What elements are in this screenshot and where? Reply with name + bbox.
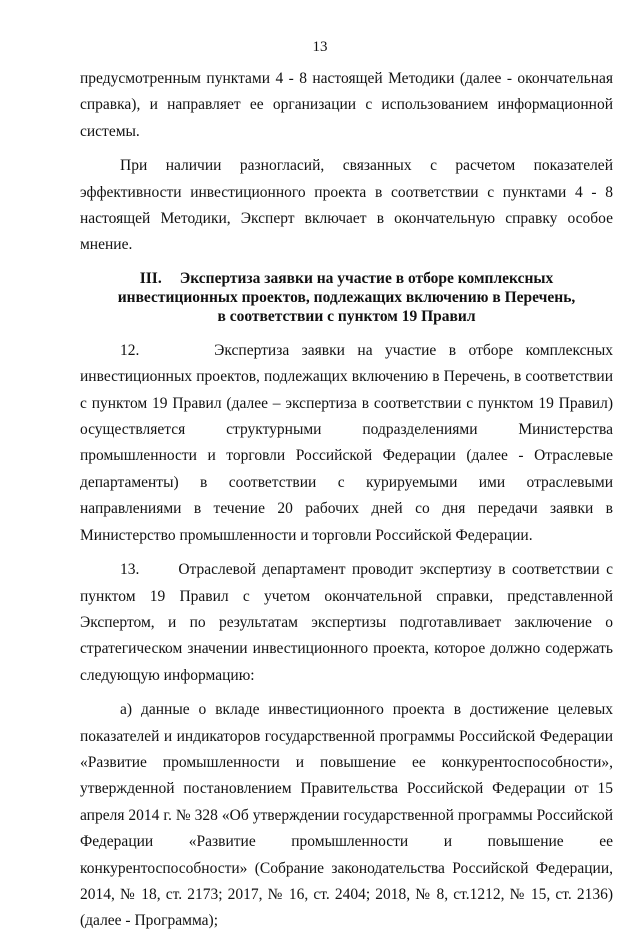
clause-13-a: а) данные о вкладе инвестиционного проекта в достижение целевых показателей и индикаторов государственной программы Российской Федерации «Развитие промышленности и повышение ее конкурентоспособности», утвержденной постановлением Правительства Российской Федерации от 15 апреля 2014 г. № 328 «Об утверждении государственной программы Российской Федерации «Развитие промышленности и повышение ее конкурентоспособности» (Собрание законодательства Российской Федерации, 2014, № 18, ст. 2173; 2017, № 16, ст. 2404; 2018, № 8, ст.1212, № 15, ст. 2136) (далее - Программа); bbox=[80, 701, 613, 930]
document-body bbox=[80, 66, 617, 935]
section-title-part1: Экспертиза заявки на участие в отборе комплексных bbox=[179, 269, 554, 287]
clause-13: 13. Отраслевой департамент проводит экспертизу в соответствии с пунктом 19 Правил с учетом окончательной справки, представленной Экспертом, и по результатам экспертизы подготавливает заключение о стратегическом значении инвестиционного проекта, которое должно содержать следующую информацию: bbox=[80, 561, 617, 684]
paragraph-continuation: предусмотренным пунктами 4 - 8 настоящей Методики (далее - окончательная справка), и направляет ее организации с использованием информационной системы. bbox=[80, 70, 613, 140]
clause-12: 12. Экспертиза заявки на участие в отборе комплексных инвестиционных проектов, подлежащих включению в Перечень, в соответствии с пунктом 19 Правил (далее – экспертиза в соответствии с пунктом 19 Правил) осуществляется структурными подразделениями Министерства промышленности и торговли Российской Федерации (далее - Отраслевые департаменты) в соответствии с курируемыми ими отраслевыми направлениями в течение 20 рабочих дней со дня передачи заявки в Министерство промышленности и торговли Российской Федерации. bbox=[80, 341, 617, 544]
section-heading-line3: в соответствии с пунктом 19 Правил bbox=[217, 307, 476, 325]
paragraph-disagreement: При наличии разногласий, связанных с расчетом показателей эффективности инвестиционного проекта в соответствии с пунктами 4 - 8 настоящей Методики, Эксперт включает в окончательную справку особое мнение. bbox=[80, 157, 613, 254]
section-number: III. bbox=[139, 269, 162, 287]
section-heading-line1 bbox=[80, 269, 613, 288]
section-heading-line2: инвестиционных проектов, подлежащих включению в Перечень, bbox=[117, 288, 576, 306]
page-number: 13 bbox=[312, 39, 328, 55]
section-heading bbox=[80, 269, 613, 326]
